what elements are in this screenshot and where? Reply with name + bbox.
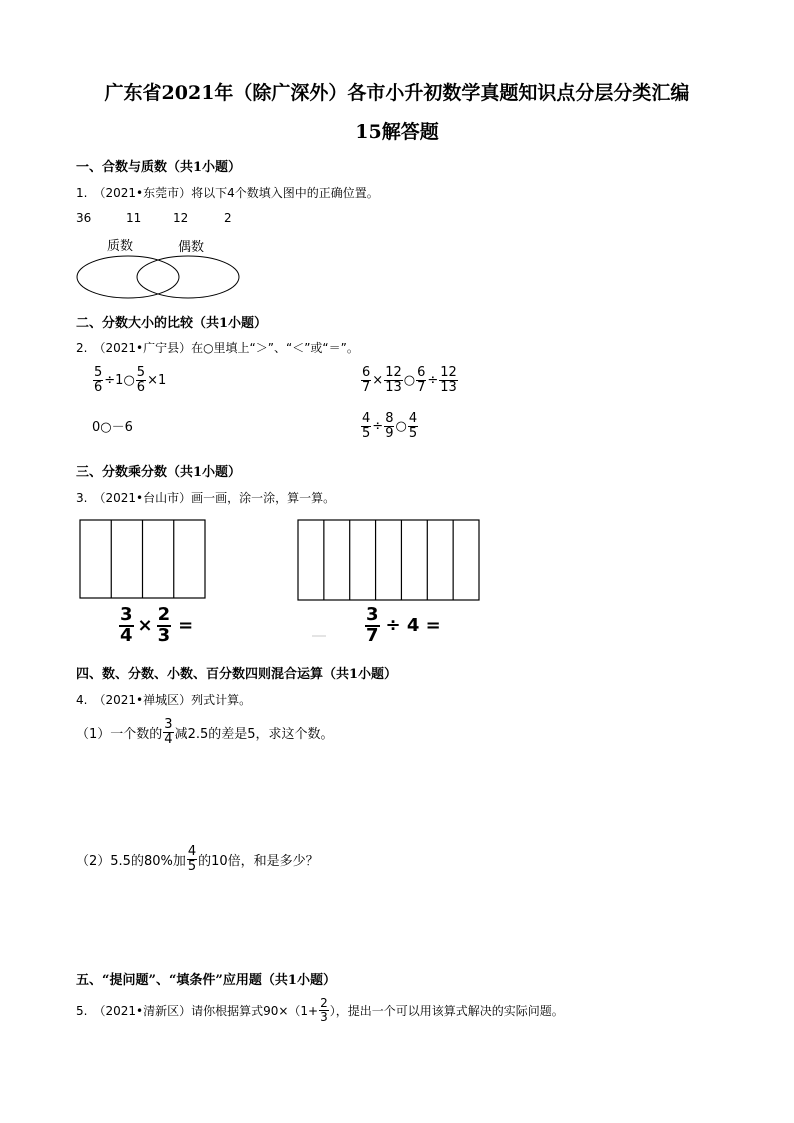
section-heading-1: 一、合数与质数（共1小题） bbox=[76, 160, 242, 175]
denominator: 5 bbox=[362, 425, 371, 441]
venn-label-even: 偶数 bbox=[178, 240, 205, 255]
denominator: 6 bbox=[136, 379, 146, 395]
expr-text: ），提出一个可以用该算式解决的实际问题。 bbox=[329, 1003, 564, 1018]
expr-text: （1）一个数的 bbox=[76, 726, 163, 742]
expr-text: ÷ bbox=[427, 372, 439, 388]
numerator: 6 bbox=[362, 365, 371, 380]
expr-text: 5. （2021•清新区）请你根据算式90×（1+ bbox=[76, 1003, 319, 1018]
denominator: 7 bbox=[362, 379, 371, 395]
expr-text: = bbox=[178, 615, 194, 637]
question-5-text bbox=[76, 997, 564, 1023]
q3-expr-2 bbox=[364, 606, 441, 646]
numerator: 3 bbox=[120, 604, 133, 625]
numerator: 2 bbox=[157, 604, 171, 625]
question-2-text: 2. （2021•广宁县）在○里填上“＞”、“＜”或“＝”。 bbox=[76, 341, 359, 355]
question-4-text: 4. （2021•禅城区）列式计算。 bbox=[76, 693, 252, 707]
expr-text: ÷1○ bbox=[104, 372, 135, 388]
denominator: 5 bbox=[187, 858, 197, 874]
number-11: 11 bbox=[126, 211, 142, 225]
denominator: 13 bbox=[440, 379, 457, 395]
denominator: 3 bbox=[320, 1009, 328, 1024]
numerator: 12 bbox=[440, 365, 457, 380]
expr-text: 减2.5的差是5，求这个数。 bbox=[174, 726, 334, 742]
question-3-text: 3. （2021•台山市）画一画，涂一涂，算一算。 bbox=[76, 491, 336, 505]
numerator: 2 bbox=[320, 996, 328, 1010]
page-subtitle: 15解答题 bbox=[355, 121, 439, 143]
q4-part-1 bbox=[76, 718, 334, 746]
denominator: 9 bbox=[385, 425, 394, 441]
question-1-text: 1. （2021•东莞市）将以下4个数填入图中的正确位置。 bbox=[76, 186, 379, 200]
section-heading-5: 五、“提问题”、“填条件”应用题（共1小题） bbox=[76, 973, 336, 988]
denominator: 7 bbox=[366, 624, 379, 646]
numerator: 4 bbox=[362, 411, 371, 426]
numerator: 3 bbox=[366, 604, 379, 625]
expr-text: × bbox=[372, 372, 384, 388]
expr-text: × bbox=[137, 615, 153, 637]
number-12: 12 bbox=[173, 211, 189, 225]
numerator: 8 bbox=[385, 411, 394, 426]
numerator: 3 bbox=[164, 717, 173, 732]
numerator: 6 bbox=[417, 365, 426, 380]
number-2: 2 bbox=[224, 211, 232, 225]
numerator: 4 bbox=[187, 844, 197, 859]
fraction bbox=[187, 845, 197, 873]
denominator: 13 bbox=[385, 379, 402, 395]
number-36: 36 bbox=[76, 211, 92, 225]
section-heading-3: 三、分数乘分数（共1小题） bbox=[76, 465, 242, 480]
section-heading-2: 二、分数大小的比较（共1小题） bbox=[76, 316, 268, 331]
compare-circle: ○ bbox=[403, 372, 416, 388]
expr-text: ÷ 4 = bbox=[385, 615, 441, 637]
denominator: 4 bbox=[164, 731, 173, 747]
fraction bbox=[365, 606, 380, 646]
section-heading-4: 四、数、分数、小数、百分数四则混合运算（共1小题） bbox=[76, 667, 398, 682]
fraction bbox=[157, 606, 172, 646]
numerator: 4 bbox=[408, 411, 418, 426]
fraction bbox=[119, 606, 134, 646]
fraction bbox=[319, 997, 329, 1023]
q4-part-2 bbox=[76, 845, 319, 873]
denominator: 3 bbox=[157, 624, 171, 646]
q3-expr-1 bbox=[118, 606, 193, 646]
page-title: 广东省2021年（除广深外）各市小升初数学真题知识点分层分类汇编 bbox=[104, 82, 690, 104]
expr-text: （2）5.5的80%加 bbox=[76, 853, 186, 869]
compare-circle: ○ bbox=[395, 418, 407, 434]
denominator: 4 bbox=[120, 624, 133, 646]
rect-right bbox=[298, 520, 479, 600]
denominator: 7 bbox=[417, 379, 426, 395]
denominator: 6 bbox=[94, 379, 103, 395]
numerator: 5 bbox=[136, 365, 146, 380]
compare-expr-3: 0○－6 bbox=[92, 420, 133, 435]
numerator: 12 bbox=[385, 365, 402, 380]
denominator: 5 bbox=[408, 425, 418, 441]
expr-text: ×1 bbox=[147, 372, 167, 388]
venn-label-prime: 质数 bbox=[107, 239, 134, 254]
fraction bbox=[163, 718, 173, 746]
expr-text: 的10倍，和是多少？ bbox=[198, 853, 319, 869]
numerator: 5 bbox=[94, 365, 103, 380]
expr-text: ÷ bbox=[372, 418, 384, 434]
